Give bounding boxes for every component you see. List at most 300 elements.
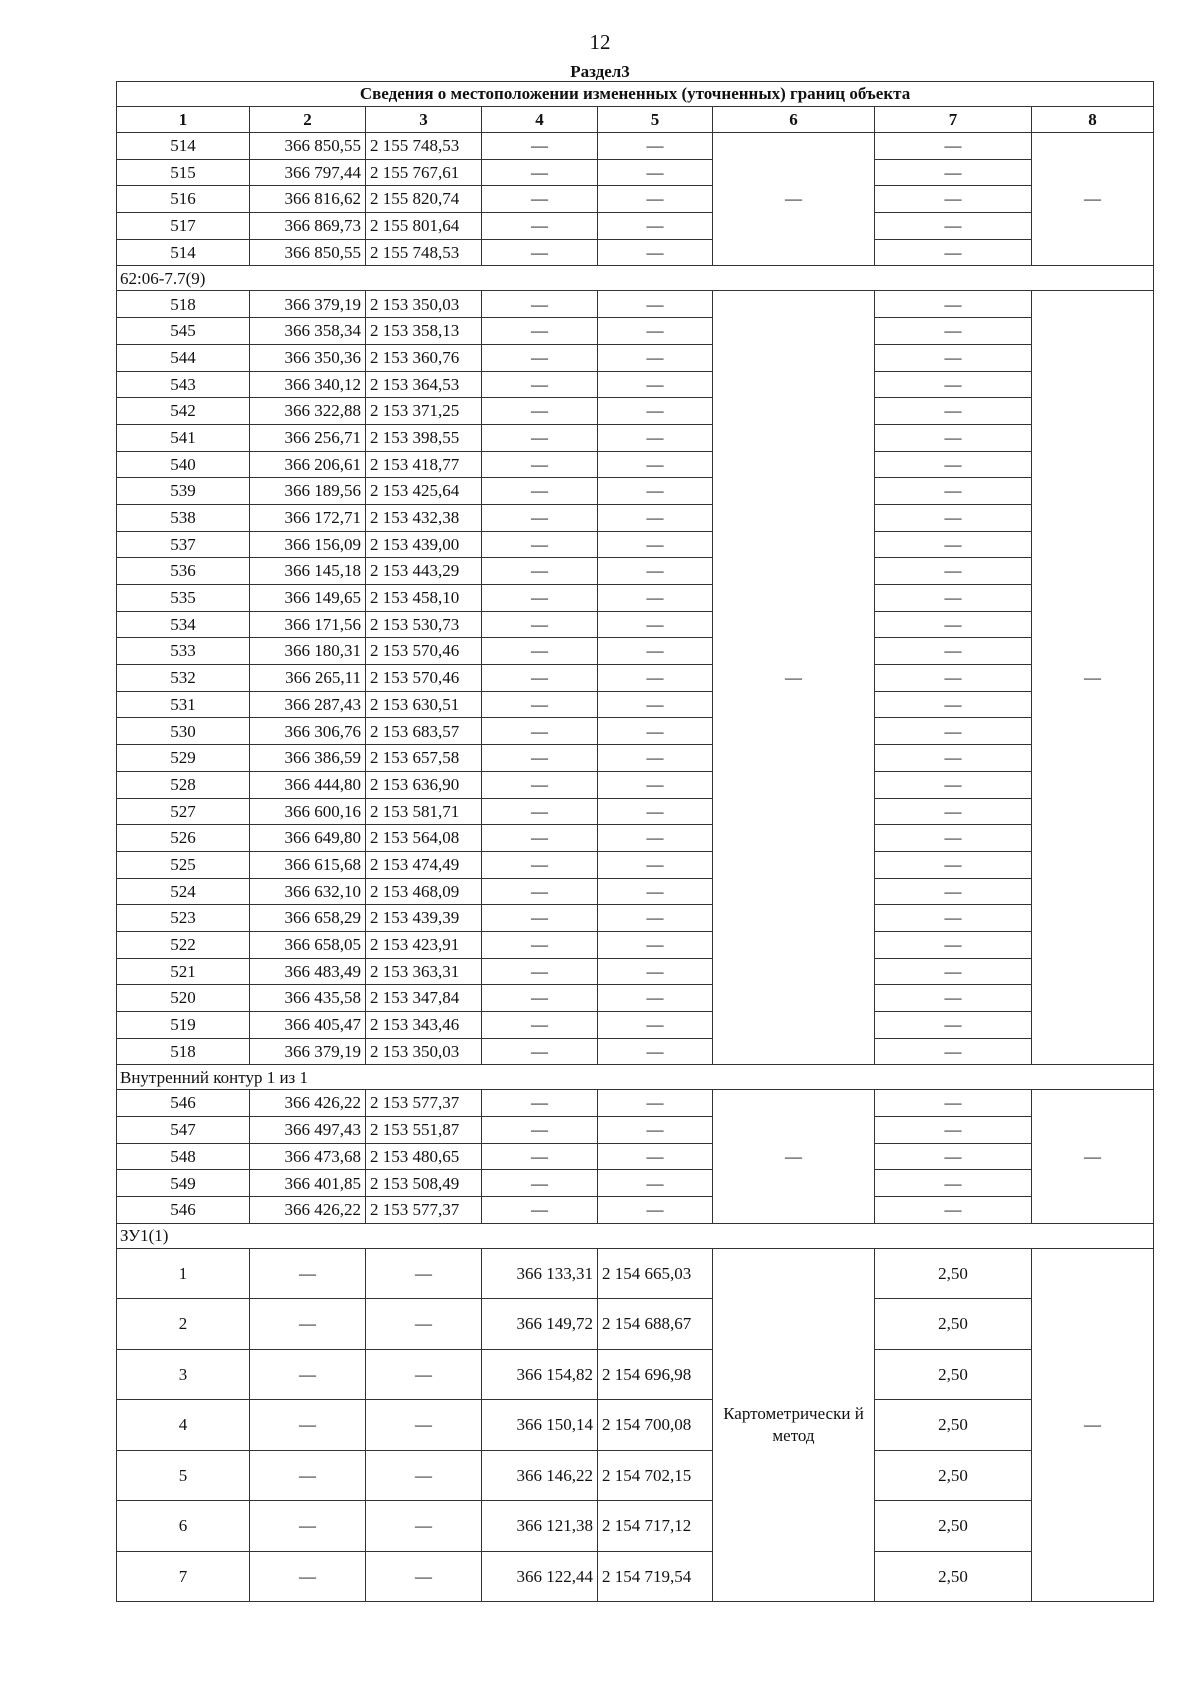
- y-coordinate-cell: 2 153 418,77: [366, 451, 482, 478]
- empty-dash-cell: —: [482, 1012, 598, 1039]
- table-row: [117, 878, 1154, 905]
- y-coordinate-cell: 2 153 425,64: [366, 478, 482, 505]
- y-coordinate-cell: 2 153 480,65: [366, 1143, 482, 1170]
- empty-dash-cell: —: [875, 424, 1032, 451]
- empty-dash-cell: —: [875, 398, 1032, 425]
- empty-dash-cell: —: [482, 424, 598, 451]
- y-coordinate-cell: 2 153 570,46: [366, 665, 482, 692]
- x-coordinate-cell: 366 379,19: [250, 1038, 366, 1065]
- x-coordinate-cell: 366 426,22: [250, 1090, 366, 1117]
- empty-dash-cell: —: [482, 585, 598, 612]
- empty-dash-cell: —: [598, 771, 713, 798]
- empty-dash-cell: —: [482, 825, 598, 852]
- point-number-cell: 539: [117, 478, 250, 505]
- table-row: [117, 905, 1154, 932]
- empty-dash-cell: —: [598, 398, 713, 425]
- table-row: [117, 825, 1154, 852]
- empty-dash-cell: —: [250, 1551, 366, 1602]
- point-number-cell: 534: [117, 611, 250, 638]
- table-row: [117, 1117, 1154, 1144]
- point-number-cell: 548: [117, 1143, 250, 1170]
- empty-dash-cell: —: [598, 611, 713, 638]
- x-coordinate-cell: 366 379,19: [250, 291, 366, 318]
- y-coordinate-cell: 2 153 581,71: [366, 798, 482, 825]
- table-row: [117, 371, 1154, 398]
- empty-dash-cell: —: [250, 1299, 366, 1350]
- empty-dash-cell: —: [875, 318, 1032, 345]
- table-row: [117, 478, 1154, 505]
- y-coordinate-cell: 2 153 577,37: [366, 1090, 482, 1117]
- empty-dash-cell: —: [875, 344, 1032, 371]
- column-header: 6: [713, 107, 875, 133]
- y-coordinate-cell: 2 153 439,00: [366, 531, 482, 558]
- point-number-cell: 516: [117, 186, 250, 213]
- empty-dash-cell: —: [875, 451, 1032, 478]
- table-row: [117, 611, 1154, 638]
- table-row: [117, 133, 1154, 160]
- empty-dash-cell: —: [598, 745, 713, 772]
- y-coordinate-cell: 2 153 432,38: [366, 504, 482, 531]
- empty-dash-cell: —: [598, 958, 713, 985]
- empty-dash-cell: —: [482, 798, 598, 825]
- y-coordinate-cell: 2 155 820,74: [366, 186, 482, 213]
- point-number-cell: 3: [117, 1349, 250, 1400]
- y-coordinate-cell: 2 153 343,46: [366, 1012, 482, 1039]
- table-row: [117, 771, 1154, 798]
- empty-dash-cell: —: [598, 1143, 713, 1170]
- empty-dash-cell: —: [482, 531, 598, 558]
- table-row: [117, 398, 1154, 425]
- x-coordinate-cell: 366 146,22: [482, 1450, 598, 1501]
- description-cell: —: [1032, 133, 1154, 266]
- empty-dash-cell: —: [875, 825, 1032, 852]
- empty-dash-cell: —: [875, 1038, 1032, 1065]
- point-number-cell: 535: [117, 585, 250, 612]
- empty-dash-cell: —: [598, 825, 713, 852]
- y-coordinate-cell: 2 153 657,58: [366, 745, 482, 772]
- empty-dash-cell: —: [875, 213, 1032, 240]
- empty-dash-cell: —: [875, 665, 1032, 692]
- y-coordinate-cell: 2 153 358,13: [366, 318, 482, 345]
- table-row: [117, 344, 1154, 371]
- empty-dash-cell: —: [598, 1038, 713, 1065]
- point-number-cell: 514: [117, 133, 250, 160]
- empty-dash-cell: —: [875, 1117, 1032, 1144]
- point-number-cell: 528: [117, 771, 250, 798]
- empty-dash-cell: —: [482, 291, 598, 318]
- x-coordinate-cell: 366 256,71: [250, 424, 366, 451]
- empty-dash-cell: —: [598, 159, 713, 186]
- x-coordinate-cell: 366 306,76: [250, 718, 366, 745]
- point-number-cell: 525: [117, 851, 250, 878]
- empty-dash-cell: —: [598, 371, 713, 398]
- y-coordinate-cell: 2 153 371,25: [366, 398, 482, 425]
- point-number-cell: 530: [117, 718, 250, 745]
- point-number-cell: 546: [117, 1090, 250, 1117]
- column-header: 1: [117, 107, 250, 133]
- empty-dash-cell: —: [482, 398, 598, 425]
- accuracy-cell: 2,50: [875, 1400, 1032, 1451]
- table-row: [117, 531, 1154, 558]
- y-coordinate-cell: 2 153 636,90: [366, 771, 482, 798]
- description-cell: —: [1032, 1248, 1154, 1602]
- accuracy-cell: 2,50: [875, 1450, 1032, 1501]
- empty-dash-cell: —: [875, 745, 1032, 772]
- y-coordinate-cell: 2 153 474,49: [366, 851, 482, 878]
- x-coordinate-cell: 366 149,65: [250, 585, 366, 612]
- empty-dash-cell: —: [482, 985, 598, 1012]
- point-number-cell: 523: [117, 905, 250, 932]
- table-row: [117, 665, 1154, 692]
- empty-dash-cell: —: [482, 1038, 598, 1065]
- empty-dash-cell: —: [875, 133, 1032, 160]
- empty-dash-cell: —: [598, 478, 713, 505]
- accuracy-cell: 2,50: [875, 1501, 1032, 1552]
- point-number-cell: 545: [117, 318, 250, 345]
- x-coordinate-cell: 366 145,18: [250, 558, 366, 585]
- empty-dash-cell: —: [598, 531, 713, 558]
- empty-dash-cell: —: [598, 665, 713, 692]
- empty-dash-cell: —: [482, 239, 598, 266]
- point-number-cell: 518: [117, 291, 250, 318]
- accuracy-cell: 2,50: [875, 1248, 1032, 1299]
- point-number-cell: 532: [117, 665, 250, 692]
- table-row: [117, 958, 1154, 985]
- empty-dash-cell: —: [875, 905, 1032, 932]
- table-row: [117, 1012, 1154, 1039]
- page-number: 12: [589, 30, 611, 54]
- table-row: [117, 159, 1154, 186]
- empty-dash-cell: —: [598, 1117, 713, 1144]
- point-number-cell: 549: [117, 1170, 250, 1197]
- table-row: [117, 798, 1154, 825]
- empty-dash-cell: —: [366, 1450, 482, 1501]
- empty-dash-cell: —: [875, 691, 1032, 718]
- empty-dash-cell: —: [598, 133, 713, 160]
- empty-dash-cell: —: [482, 905, 598, 932]
- point-number-cell: 541: [117, 424, 250, 451]
- x-coordinate-cell: 366 287,43: [250, 691, 366, 718]
- empty-dash-cell: —: [482, 1170, 598, 1197]
- y-coordinate-cell: 2 153 423,91: [366, 931, 482, 958]
- y-coordinate-cell: 2 155 748,53: [366, 239, 482, 266]
- table-row: [117, 1501, 1154, 1552]
- column-header: 3: [366, 107, 482, 133]
- empty-dash-cell: —: [875, 558, 1032, 585]
- x-coordinate-cell: 366 444,80: [250, 771, 366, 798]
- empty-dash-cell: —: [482, 771, 598, 798]
- empty-dash-cell: —: [598, 424, 713, 451]
- point-number-cell: 540: [117, 451, 250, 478]
- point-number-cell: 514: [117, 239, 250, 266]
- empty-dash-cell: —: [482, 638, 598, 665]
- empty-dash-cell: —: [366, 1299, 482, 1350]
- empty-dash-cell: —: [482, 318, 598, 345]
- empty-dash-cell: —: [250, 1450, 366, 1501]
- empty-dash-cell: —: [598, 878, 713, 905]
- empty-dash-cell: —: [482, 504, 598, 531]
- empty-dash-cell: —: [598, 318, 713, 345]
- accuracy-cell: 2,50: [875, 1299, 1032, 1350]
- table-row: [117, 745, 1154, 772]
- empty-dash-cell: —: [598, 931, 713, 958]
- table-row: [117, 504, 1154, 531]
- column-header-row: [117, 107, 1154, 133]
- point-number-cell: 2: [117, 1299, 250, 1350]
- x-coordinate-cell: 366 426,22: [250, 1197, 366, 1224]
- empty-dash-cell: —: [598, 1090, 713, 1117]
- point-number-cell: 547: [117, 1117, 250, 1144]
- x-coordinate-cell: 366 206,61: [250, 451, 366, 478]
- empty-dash-cell: —: [875, 585, 1032, 612]
- x-coordinate-cell: 366 150,14: [482, 1400, 598, 1451]
- table-row: [117, 1551, 1154, 1602]
- table-row: [117, 585, 1154, 612]
- empty-dash-cell: —: [366, 1248, 482, 1299]
- table-row: [117, 1299, 1154, 1350]
- x-coordinate-cell: 366 483,49: [250, 958, 366, 985]
- table-row: [117, 1197, 1154, 1224]
- y-coordinate-cell: 2 153 630,51: [366, 691, 482, 718]
- y-coordinate-cell: 2 153 564,08: [366, 825, 482, 852]
- empty-dash-cell: —: [366, 1349, 482, 1400]
- y-coordinate-cell: 2 153 683,57: [366, 718, 482, 745]
- table-row: [117, 1400, 1154, 1451]
- empty-dash-cell: —: [875, 1143, 1032, 1170]
- accuracy-cell: 2,50: [875, 1551, 1032, 1602]
- empty-dash-cell: —: [598, 186, 713, 213]
- empty-dash-cell: —: [366, 1400, 482, 1451]
- table-row: [117, 424, 1154, 451]
- point-number-cell: 522: [117, 931, 250, 958]
- point-number-cell: 519: [117, 1012, 250, 1039]
- empty-dash-cell: —: [482, 931, 598, 958]
- y-coordinate-cell: 2 153 458,10: [366, 585, 482, 612]
- empty-dash-cell: —: [482, 371, 598, 398]
- table-row: [117, 451, 1154, 478]
- x-coordinate-cell: 366 154,82: [482, 1349, 598, 1400]
- point-number-cell: 524: [117, 878, 250, 905]
- table-row: [117, 558, 1154, 585]
- y-coordinate-cell: 2 154 688,67: [598, 1299, 713, 1350]
- point-number-cell: 515: [117, 159, 250, 186]
- empty-dash-cell: —: [875, 239, 1032, 266]
- empty-dash-cell: —: [482, 745, 598, 772]
- table-title: Сведения о местоположении измененных (уточненных) границ объекта: [117, 82, 1154, 107]
- table-row: [117, 985, 1154, 1012]
- empty-dash-cell: —: [598, 1170, 713, 1197]
- y-coordinate-cell: 2 154 696,98: [598, 1349, 713, 1400]
- point-number-cell: 537: [117, 531, 250, 558]
- empty-dash-cell: —: [482, 451, 598, 478]
- empty-dash-cell: —: [482, 665, 598, 692]
- point-number-cell: 529: [117, 745, 250, 772]
- empty-dash-cell: —: [875, 371, 1032, 398]
- empty-dash-cell: —: [598, 558, 713, 585]
- y-coordinate-cell: 2 154 665,03: [598, 1248, 713, 1299]
- y-coordinate-cell: 2 153 443,29: [366, 558, 482, 585]
- y-coordinate-cell: 2 154 700,08: [598, 1400, 713, 1451]
- x-coordinate-cell: 366 340,12: [250, 371, 366, 398]
- point-number-cell: 543: [117, 371, 250, 398]
- accuracy-cell: 2,50: [875, 1349, 1032, 1400]
- x-coordinate-cell: 366 386,59: [250, 745, 366, 772]
- point-number-cell: 6: [117, 1501, 250, 1552]
- empty-dash-cell: —: [875, 958, 1032, 985]
- column-header: 8: [1032, 107, 1154, 133]
- empty-dash-cell: —: [482, 213, 598, 240]
- y-coordinate-cell: 2 153 364,53: [366, 371, 482, 398]
- empty-dash-cell: —: [598, 585, 713, 612]
- empty-dash-cell: —: [482, 691, 598, 718]
- empty-dash-cell: —: [875, 798, 1032, 825]
- x-coordinate-cell: 366 869,73: [250, 213, 366, 240]
- description-cell: —: [1032, 291, 1154, 1065]
- empty-dash-cell: —: [482, 478, 598, 505]
- y-coordinate-cell: 2 153 439,39: [366, 905, 482, 932]
- empty-dash-cell: —: [598, 344, 713, 371]
- empty-dash-cell: —: [598, 451, 713, 478]
- empty-dash-cell: —: [482, 558, 598, 585]
- y-coordinate-cell: 2 153 468,09: [366, 878, 482, 905]
- x-coordinate-cell: 366 632,10: [250, 878, 366, 905]
- x-coordinate-cell: 366 435,58: [250, 985, 366, 1012]
- empty-dash-cell: —: [598, 239, 713, 266]
- empty-dash-cell: —: [875, 931, 1032, 958]
- empty-dash-cell: —: [598, 718, 713, 745]
- empty-dash-cell: —: [875, 504, 1032, 531]
- point-number-cell: 533: [117, 638, 250, 665]
- method-cell: —: [713, 291, 875, 1065]
- empty-dash-cell: —: [598, 213, 713, 240]
- table-row: [117, 1349, 1154, 1400]
- empty-dash-cell: —: [250, 1501, 366, 1552]
- empty-dash-cell: —: [482, 958, 598, 985]
- y-coordinate-cell: 2 153 530,73: [366, 611, 482, 638]
- point-number-cell: 538: [117, 504, 250, 531]
- y-coordinate-cell: 2 153 350,03: [366, 291, 482, 318]
- point-number-cell: 521: [117, 958, 250, 985]
- point-number-cell: 5: [117, 1450, 250, 1501]
- group-label-row: [117, 1065, 1154, 1090]
- method-cell: Картометрически й метод: [713, 1248, 875, 1602]
- y-coordinate-cell: 2 153 347,84: [366, 985, 482, 1012]
- table-row: [117, 718, 1154, 745]
- empty-dash-cell: —: [482, 851, 598, 878]
- y-coordinate-cell: 2 153 363,31: [366, 958, 482, 985]
- point-number-cell: 517: [117, 213, 250, 240]
- table-row: [117, 1248, 1154, 1299]
- table-row: [117, 1038, 1154, 1065]
- x-coordinate-cell: 366 658,05: [250, 931, 366, 958]
- empty-dash-cell: —: [875, 1197, 1032, 1224]
- table-row: [117, 851, 1154, 878]
- empty-dash-cell: —: [875, 1012, 1032, 1039]
- empty-dash-cell: —: [482, 186, 598, 213]
- empty-dash-cell: —: [598, 1012, 713, 1039]
- x-coordinate-cell: 366 265,11: [250, 665, 366, 692]
- empty-dash-cell: —: [598, 905, 713, 932]
- table-row: [117, 1090, 1154, 1117]
- x-coordinate-cell: 366 615,68: [250, 851, 366, 878]
- table-row: [117, 1143, 1154, 1170]
- x-coordinate-cell: 366 180,31: [250, 638, 366, 665]
- column-header: 5: [598, 107, 713, 133]
- empty-dash-cell: —: [875, 718, 1032, 745]
- column-header: 7: [875, 107, 1032, 133]
- empty-dash-cell: —: [875, 478, 1032, 505]
- empty-dash-cell: —: [875, 186, 1032, 213]
- empty-dash-cell: —: [598, 691, 713, 718]
- point-number-cell: 4: [117, 1400, 250, 1451]
- group-label: Внутренний контур 1 из 1: [117, 1065, 1154, 1090]
- x-coordinate-cell: 366 133,31: [482, 1248, 598, 1299]
- empty-dash-cell: —: [875, 878, 1032, 905]
- point-number-cell: 520: [117, 985, 250, 1012]
- x-coordinate-cell: 366 350,36: [250, 344, 366, 371]
- empty-dash-cell: —: [875, 1170, 1032, 1197]
- x-coordinate-cell: 366 600,16: [250, 798, 366, 825]
- x-coordinate-cell: 366 401,85: [250, 1170, 366, 1197]
- empty-dash-cell: —: [875, 771, 1032, 798]
- y-coordinate-cell: 2 155 767,61: [366, 159, 482, 186]
- y-coordinate-cell: 2 153 570,46: [366, 638, 482, 665]
- empty-dash-cell: —: [366, 1501, 482, 1552]
- table-row: [117, 186, 1154, 213]
- group-label-row: [117, 266, 1154, 291]
- point-number-cell: 526: [117, 825, 250, 852]
- x-coordinate-cell: 366 497,43: [250, 1117, 366, 1144]
- table-row: [117, 931, 1154, 958]
- empty-dash-cell: —: [598, 638, 713, 665]
- x-coordinate-cell: 366 171,56: [250, 611, 366, 638]
- empty-dash-cell: —: [482, 1117, 598, 1144]
- point-number-cell: 531: [117, 691, 250, 718]
- point-number-cell: 546: [117, 1197, 250, 1224]
- empty-dash-cell: —: [366, 1551, 482, 1602]
- point-number-cell: 1: [117, 1248, 250, 1299]
- table-row: [117, 213, 1154, 240]
- y-coordinate-cell: 2 153 398,55: [366, 424, 482, 451]
- empty-dash-cell: —: [875, 1090, 1032, 1117]
- x-coordinate-cell: 366 189,56: [250, 478, 366, 505]
- empty-dash-cell: —: [482, 611, 598, 638]
- empty-dash-cell: —: [598, 1197, 713, 1224]
- y-coordinate-cell: 2 153 350,03: [366, 1038, 482, 1065]
- empty-dash-cell: —: [482, 159, 598, 186]
- x-coordinate-cell: 366 121,38: [482, 1501, 598, 1552]
- table-row: [117, 239, 1154, 266]
- table-row: [117, 691, 1154, 718]
- y-coordinate-cell: 2 153 577,37: [366, 1197, 482, 1224]
- empty-dash-cell: —: [598, 291, 713, 318]
- description-cell: —: [1032, 1090, 1154, 1223]
- group-label-row: [117, 1223, 1154, 1248]
- empty-dash-cell: —: [482, 878, 598, 905]
- empty-dash-cell: —: [250, 1400, 366, 1451]
- point-number-cell: 544: [117, 344, 250, 371]
- point-number-cell: 527: [117, 798, 250, 825]
- empty-dash-cell: —: [250, 1349, 366, 1400]
- y-coordinate-cell: 2 154 717,12: [598, 1501, 713, 1552]
- y-coordinate-cell: 2 154 702,15: [598, 1450, 713, 1501]
- x-coordinate-cell: 366 322,88: [250, 398, 366, 425]
- empty-dash-cell: —: [598, 504, 713, 531]
- y-coordinate-cell: 2 155 748,53: [366, 133, 482, 160]
- table-row: [117, 291, 1154, 318]
- empty-dash-cell: —: [482, 133, 598, 160]
- empty-dash-cell: —: [482, 1090, 598, 1117]
